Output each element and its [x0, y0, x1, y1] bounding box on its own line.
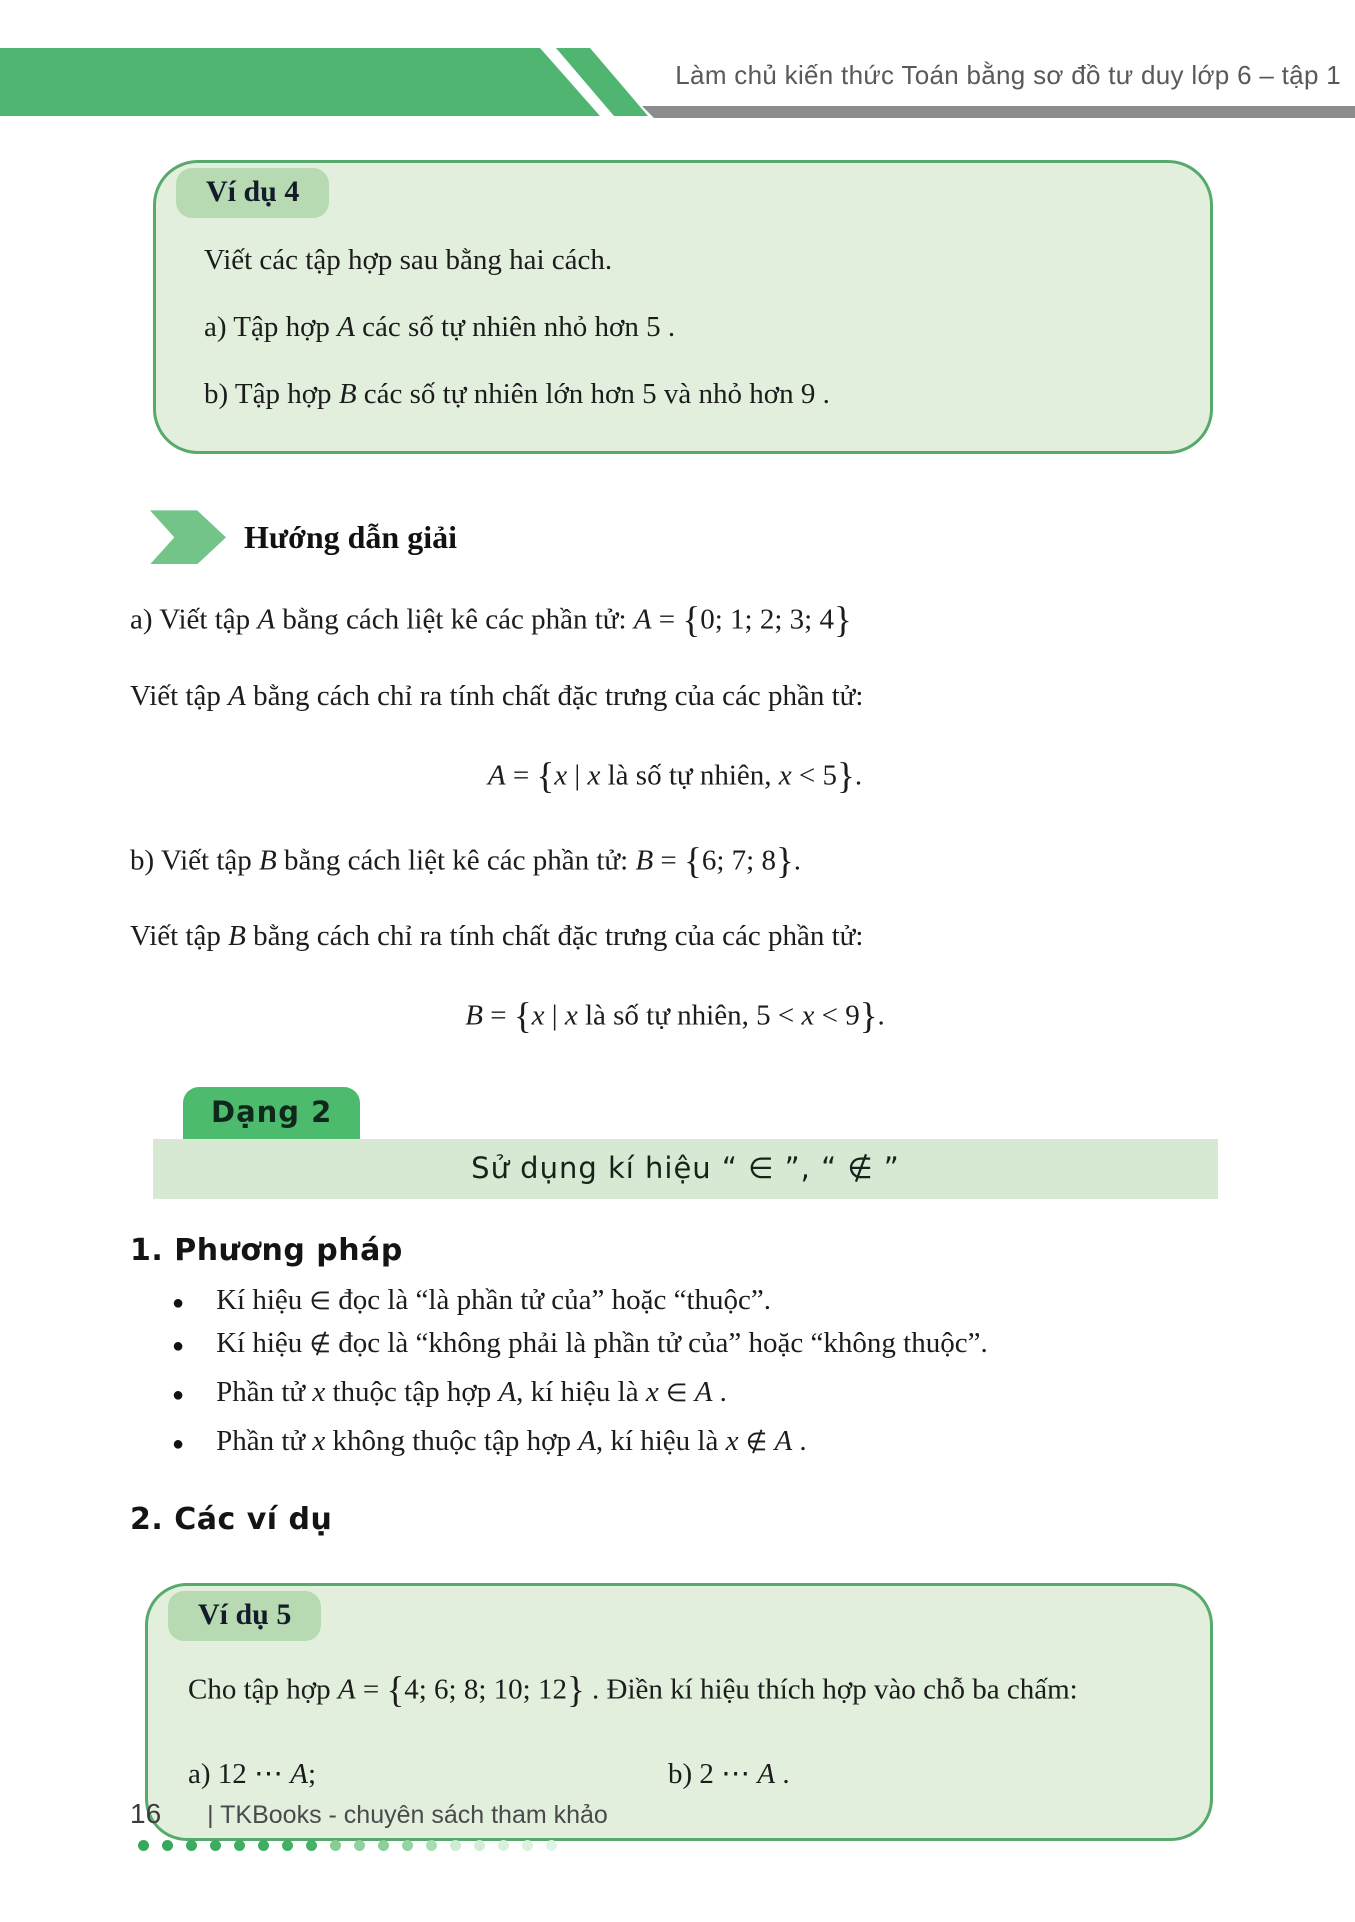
method-heading: 1. Phương pháp: [130, 1232, 403, 1268]
method-bullet-4: [172, 1425, 1245, 1458]
example-4-item-b: b) Tập hợp B các số tự nhiên lớn hơn 5 và nhỏ hơn 9 .: [204, 377, 830, 410]
footer-dot: [498, 1840, 509, 1851]
footer-dot: [450, 1840, 461, 1851]
example-5-intro: Cho tập hợp A = {4; 6; 8; 10; 12} . Điền kí hiệu thích hợp vào chỗ ba chấm:: [188, 1669, 1078, 1711]
chevron-arrow-icon: [150, 510, 226, 564]
footer-dot: [546, 1840, 557, 1851]
footer-dot: [354, 1840, 365, 1851]
dang-2-section: [153, 1087, 1218, 1199]
example-4-intro: Viết các tập hợp sau bằng hai cách.: [204, 244, 613, 276]
footer-dot: [258, 1840, 269, 1851]
solution-line-b2: Viết tập B bằng cách chỉ ra tính chất đặc trưng của các phần tử:: [130, 919, 864, 952]
example-5-items: [188, 1757, 1170, 1792]
method-bullet-4-text: Phần tử x không thuộc tập hợp A, kí hiệu là x ∉ A .: [216, 1424, 807, 1457]
publisher-imprint: | TKBooks - chuyên sách tham khảo: [207, 1801, 608, 1829]
footer-dot: [282, 1840, 293, 1851]
footer-dot: [234, 1840, 245, 1851]
solution-heading-label: Hướng dẫn giải: [244, 518, 457, 555]
solution-line-a2: Viết tập A bằng cách chỉ ra tính chất đặc trưng của các phần tử:: [130, 679, 864, 712]
method-bullet-2-text: Kí hiệu ∉ đọc là “không phải là phần tử của” hoặc “không thuộc”.: [216, 1326, 988, 1359]
example-4-box: [153, 160, 1213, 454]
solution-line-a: a) Viết tập A bằng cách liệt kê các phần tử: A = {0; 1; 2; 3; 4}: [130, 600, 852, 642]
bullet-icon: ●: [172, 1432, 185, 1455]
page-number: 16: [130, 1798, 162, 1829]
solution-formula-a: A = {x | x là số tự nhiên, x < 5}.: [487, 755, 863, 797]
method-bullet-3-text: Phần tử x thuộc tập hợp A, kí hiệu là x ∈ A .: [216, 1375, 727, 1408]
example-5-label: Ví dụ 5: [168, 1591, 321, 1641]
dang-2-band-title: Sử dụng kí hiệu “ ∈ ”, “ ∉ ”: [153, 1139, 1218, 1199]
footer-dot: [426, 1840, 437, 1851]
method-bullet-2: [172, 1327, 1245, 1360]
footer-dot: [378, 1840, 389, 1851]
footer-dot: [402, 1840, 413, 1851]
example-4-item-a: a) Tập hợp A các số tự nhiên nhỏ hơn 5 .: [204, 310, 676, 343]
bullet-icon: ●: [172, 1383, 185, 1406]
footer-dots: [138, 1840, 608, 1851]
footer-dot: [210, 1840, 221, 1851]
solution-line-b: b) Viết tập B bằng cách liệt kê các phần tử: B = {6; 7; 8}.: [130, 840, 802, 882]
header-green-band: [0, 48, 600, 116]
dang-2-tab: Dạng 2: [183, 1087, 360, 1139]
footer-dot: [474, 1840, 485, 1851]
footer-dot: [138, 1840, 149, 1851]
method-bullet-1: [172, 1284, 1245, 1317]
example-5-item-b: b) 2 ⋯ A .: [668, 1758, 790, 1791]
examples-heading: 2. Các ví dụ: [130, 1501, 333, 1537]
footer-dot: [522, 1840, 533, 1851]
example-4-label: Ví dụ 4: [176, 168, 329, 218]
example-5-item-a: a) 12 ⋯ A;: [188, 1758, 317, 1791]
solution-heading: [150, 510, 1355, 564]
solution-formula-b: B = {x | x là số tự nhiên, 5 < x < 9}.: [465, 995, 885, 1037]
page-footer: [130, 1798, 608, 1851]
footer-dot: [162, 1840, 173, 1851]
bullet-icon: ●: [172, 1334, 185, 1357]
footer-dot: [186, 1840, 197, 1851]
method-bullet-3: [172, 1376, 1245, 1409]
footer-line: [130, 1798, 608, 1830]
bullet-icon: ●: [172, 1291, 185, 1314]
footer-dot: [330, 1840, 341, 1851]
page-header: [0, 0, 1355, 128]
method-bullet-1-text: Kí hiệu ∈ đọc là “là phần tử của” hoặc “thuộc”.: [216, 1283, 772, 1316]
header-rule: [642, 106, 1355, 118]
footer-dot: [306, 1840, 317, 1851]
book-title: Làm chủ kiến thức Toán bằng sơ đồ tư duy lớp 6 – tập 1: [675, 60, 1341, 90]
